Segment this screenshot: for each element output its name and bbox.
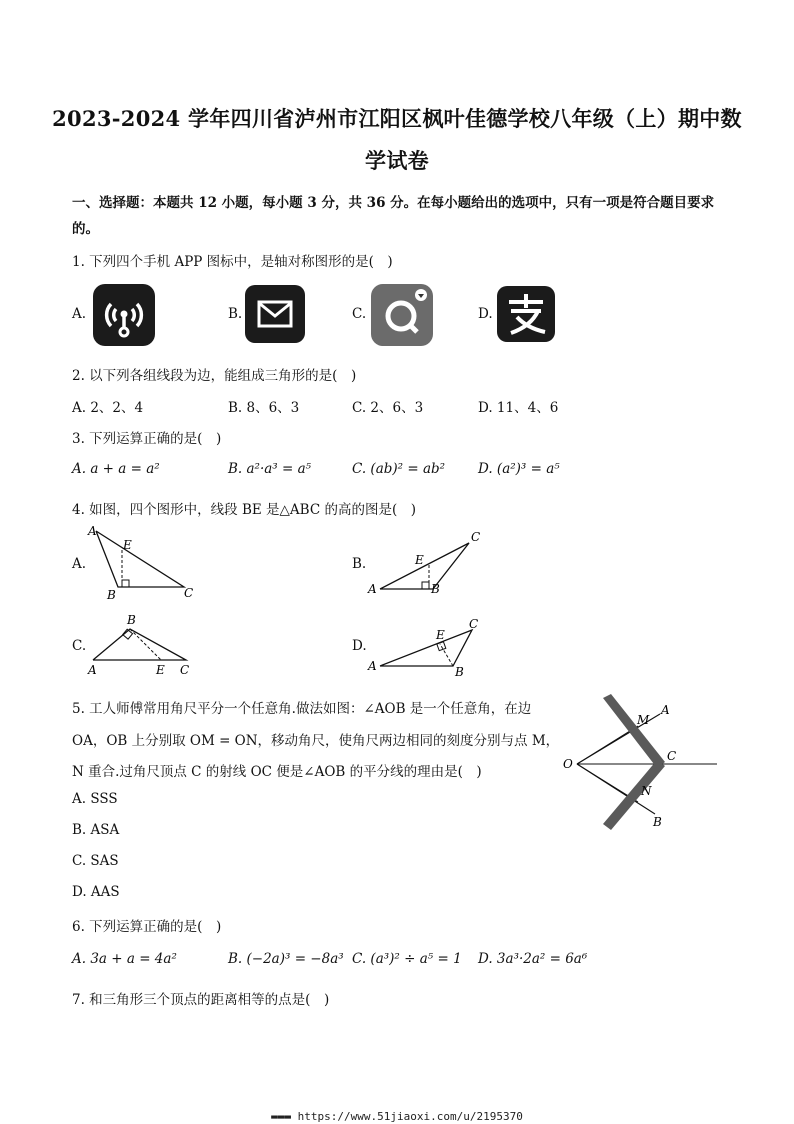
q5-option-b: B. ASA bbox=[72, 822, 120, 838]
q5-line-3: N 重合.过角尺顶点 C 的射线 OC 便是∠AOB 的平分线的理由是( ) bbox=[72, 764, 482, 780]
q5-angle-ruler-figure bbox=[555, 692, 725, 832]
q4d-pt-c: C bbox=[469, 617, 479, 631]
q2-option-c: C. 2、6、3 bbox=[352, 400, 424, 416]
q2-option-b: B. 8、6、3 bbox=[228, 400, 300, 416]
q5-pt-n: N bbox=[641, 784, 652, 798]
q2-option-a: A. 2、2、4 bbox=[72, 400, 144, 416]
wifi-key-icon bbox=[93, 284, 155, 346]
q6-stem: 6. 下列运算正确的是( ) bbox=[72, 919, 222, 935]
q4-label-a: A. bbox=[72, 556, 87, 572]
q5-pt-a: A bbox=[661, 703, 670, 717]
q1-stem: 1. 下列四个手机 APP 图标中，是轴对称图形的是( ) bbox=[72, 254, 393, 270]
q6-option-c: C. (a³)² ÷ a⁵ = 1 bbox=[352, 951, 462, 967]
q4d-pt-a: A bbox=[368, 659, 377, 673]
q4a-pt-a: A bbox=[88, 524, 97, 538]
q6-option-a: A. 3a + a = 4a² bbox=[72, 951, 177, 967]
q4a-pt-c: C bbox=[184, 586, 194, 600]
q4d-pt-b: B bbox=[455, 665, 464, 679]
q6-option-d: D. 3a³·2a² = 6a⁶ bbox=[478, 951, 588, 967]
q4b-pt-a: A bbox=[368, 582, 377, 596]
q5-option-d: D. AAS bbox=[72, 884, 120, 900]
section-1-line-2: 的。 bbox=[72, 221, 99, 237]
section-1-line-1: 一、选择题：本题共 12 小题，每小题 3 分，共 36 分。在每小题给出的选项中，只有一项是符合题目要求 bbox=[72, 195, 715, 211]
q4-figure-b bbox=[365, 527, 495, 602]
q4b-pt-c: C bbox=[471, 530, 481, 544]
q4c-pt-a: A bbox=[88, 663, 97, 677]
title-line-1: 2023-2024 学年四川省泸州市江阳区枫叶佳德学校八年级（上）期中数 bbox=[52, 106, 742, 131]
q4-label-d: D. bbox=[352, 638, 367, 654]
q2-stem: 2. 以下列各组线段为边，能组成三角形的是( ) bbox=[72, 368, 357, 384]
q4-figure-c bbox=[86, 612, 206, 684]
q5-line-1: 5. 工人师傅常用角尺平分一个任意角.做法如图：∠AOB 是一个任意角，在边 bbox=[72, 701, 532, 717]
q4c-pt-b: B bbox=[127, 613, 136, 627]
q4b-pt-e: E bbox=[415, 553, 424, 567]
q5-pt-b: B bbox=[653, 815, 662, 829]
q3-option-a: A. a + a = a² bbox=[72, 461, 160, 477]
q5-pt-c: C bbox=[667, 749, 677, 763]
q1-label-d: D. bbox=[478, 306, 493, 322]
q1-label-a: A. bbox=[72, 306, 87, 322]
search-q-icon bbox=[371, 284, 433, 346]
q5-option-c: C. SAS bbox=[72, 853, 119, 869]
q4-stem: 4. 如图，四个图形中，线段 BE 是△ABC 的高的图是( ) bbox=[72, 502, 416, 518]
q2-option-d: D. 11、4、6 bbox=[478, 400, 559, 416]
q4d-pt-e: E bbox=[436, 628, 445, 642]
q3-option-d: D. (a²)³ = a⁵ bbox=[478, 461, 560, 477]
q4-figure-d bbox=[365, 614, 495, 684]
q4-label-b: B. bbox=[352, 556, 367, 572]
title-line-2: 学试卷 bbox=[365, 148, 429, 173]
q4b-pt-b: B bbox=[431, 582, 440, 596]
q5-line-2: OA，OB 上分别取 OM = ON，移动角尺，使角尺两边相同的刻度分别与点 M， bbox=[72, 733, 560, 749]
q5-pt-o: O bbox=[563, 757, 573, 771]
q3-stem: 3. 下列运算正确的是( ) bbox=[72, 431, 222, 447]
q4c-pt-c: C bbox=[180, 663, 190, 677]
footer-url[interactable]: ▬▬▬ https://www.51jiaoxi.com/u/2195370 bbox=[271, 1110, 523, 1123]
q4a-pt-b: B bbox=[107, 588, 116, 602]
q3-option-b: B. a²·a³ = a⁵ bbox=[228, 461, 312, 477]
q4a-pt-e: E bbox=[123, 538, 132, 552]
q4-label-c: C. bbox=[72, 638, 87, 654]
q5-pt-m: M bbox=[637, 713, 650, 727]
q6-option-b: B. (−2a)³ = −8a³ bbox=[228, 951, 344, 967]
q7-stem: 7. 和三角形三个顶点的距离相等的点是( ) bbox=[72, 992, 330, 1008]
alipay-icon bbox=[497, 286, 555, 342]
mail-icon bbox=[245, 285, 305, 343]
q5-option-a: A. SSS bbox=[72, 791, 118, 807]
q4-figure-a bbox=[86, 523, 206, 603]
q4c-pt-e: E bbox=[156, 663, 165, 677]
q3-option-c: C. (ab)² = ab² bbox=[352, 461, 446, 477]
q1-label-c: C. bbox=[352, 306, 367, 322]
q1-label-b: B. bbox=[228, 306, 243, 322]
